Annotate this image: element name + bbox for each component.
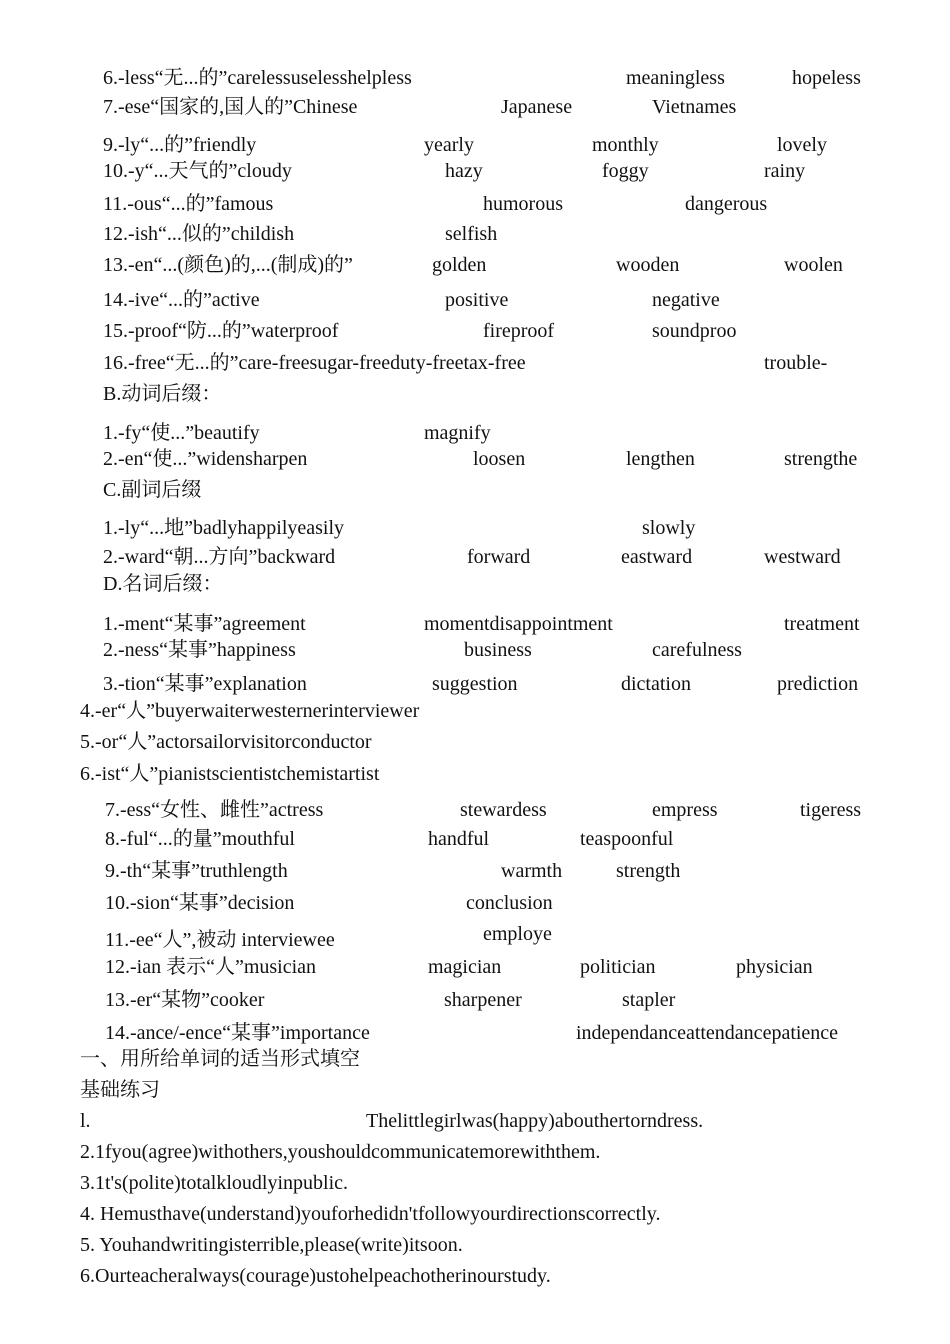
example-word: foggy: [602, 160, 649, 182]
text-line: 3.-tion“某事”explanation: [103, 673, 307, 695]
example-word: teaspoonful: [580, 828, 674, 850]
example-word: carefulness: [652, 639, 742, 661]
text-line: 10.-sion“某事”decision: [105, 892, 295, 914]
example-word: strengthe: [784, 448, 858, 470]
text-line: 2.-ward“朝...方向”backward: [103, 546, 336, 568]
text-line: 2.1fyou(agree)withothers,youshouldcommunicatemorewiththem.: [80, 1141, 601, 1163]
example-word: warmth: [501, 860, 563, 882]
text-line: 16.-free“无...的”care-freesugar-freeduty-freetax-free: [103, 352, 526, 374]
text-line: 13.-er“某物”cooker: [105, 989, 265, 1011]
example-word: Japanese: [501, 96, 573, 118]
example-word: empress: [652, 799, 718, 821]
example-word: treatment: [784, 613, 860, 635]
text-line: 12.-ian 表示“人”musician: [105, 956, 317, 978]
text-line: 13.-en“...(颜色)的,...(制成)的”: [103, 254, 353, 276]
example-word: loosen: [473, 448, 526, 470]
example-word: dictation: [621, 673, 691, 695]
text-line: 8.-ful“...的量”mouthful: [105, 828, 295, 850]
text-line: 5. Youhandwritingisterrible,please(write)itsoon.: [80, 1234, 463, 1256]
example-word: woolen: [784, 254, 843, 276]
example-word: Thelittlegirlwas(happy)abouthertorndress.: [366, 1110, 704, 1132]
example-word: westward: [764, 546, 841, 568]
text-line: 14.-ance/-ence“某事”importance: [105, 1022, 370, 1044]
text-line: employe: [483, 923, 552, 945]
example-word: tigeress: [800, 799, 862, 821]
text-line: 一、用所给单词的适当形式填空: [80, 1048, 360, 1070]
text-line: 2.-ness“某事”happiness: [103, 639, 296, 661]
text-line: 10.-y“...天气的”cloudy: [103, 160, 292, 182]
example-word: conclusion: [466, 892, 553, 914]
text-line: 7.-ess“女性、雌性”actress: [105, 799, 324, 821]
text-line: 1.-fy“使...”beautify: [103, 422, 260, 444]
example-word: handful: [428, 828, 490, 850]
example-word: suggestion: [432, 673, 518, 695]
example-word: physician: [736, 956, 813, 978]
example-word: wooden: [616, 254, 680, 276]
example-word: negative: [652, 289, 720, 311]
text-line: 6.-less“无...的”carelessuselesshelpless: [103, 67, 412, 89]
text-line: 15.-proof“防...的”waterproof: [103, 320, 339, 342]
example-word: Vietnames: [652, 96, 737, 118]
example-word: magician: [428, 956, 502, 978]
example-word: stewardess: [460, 799, 547, 821]
text-line: 11.-ee“人”,被动 interviewee: [105, 929, 335, 951]
text-line: 1.-ly“...地”badlyhappilyeasily: [103, 517, 345, 539]
text-line: l.: [80, 1110, 91, 1132]
example-word: politician: [580, 956, 656, 978]
example-word: fireproof: [483, 320, 555, 342]
example-word: dangerous: [685, 193, 768, 215]
text-line: 9.-ly“...的”friendly: [103, 134, 257, 156]
example-word: lengthen: [626, 448, 695, 470]
text-line: 12.-ish“...似的”childish: [103, 223, 295, 245]
example-word: hopeless: [792, 67, 861, 89]
text-line: 14.-ive“...的”active: [103, 289, 260, 311]
text-line: 5.-or“人”actorsailorvisitorconductor: [80, 731, 372, 753]
text-line: D.名词后缀：: [103, 573, 223, 595]
example-word: trouble-: [764, 352, 828, 374]
example-word: humorous: [483, 193, 563, 215]
example-word: monthly: [592, 134, 659, 156]
example-word: independanceattendancepatience: [576, 1022, 839, 1044]
example-word: positive: [445, 289, 509, 311]
text-line: 6.-ist“人”pianistscientistchemistartist: [80, 763, 380, 785]
example-word: stapler: [622, 989, 676, 1011]
text-line: 3.1t's(polite)totalkloudlyinpublic.: [80, 1172, 349, 1194]
example-word: selfish: [445, 223, 498, 245]
example-word: hazy: [445, 160, 483, 182]
example-word: sharpener: [444, 989, 522, 1011]
text-line: C.副词后缀: [103, 479, 202, 501]
example-word: rainy: [764, 160, 806, 182]
text-line: 基础练习: [80, 1079, 160, 1101]
example-word: eastward: [621, 546, 693, 568]
example-word: forward: [467, 546, 531, 568]
text-line: 4. Hemusthave(understand)youforhedidn'tfollowyourdirectionscorrectly.: [80, 1203, 661, 1225]
example-word: meaningless: [626, 67, 725, 89]
text-line: 11.-ous“...的”famous: [103, 193, 274, 215]
text-line: B.动词后缀：: [103, 383, 222, 405]
text-line: 7.-ese“国家的,国人的”Chinese: [103, 96, 358, 118]
example-word: yearly: [424, 134, 474, 156]
example-word: lovely: [777, 134, 827, 156]
example-word: momentdisappointment: [424, 613, 613, 635]
example-word: golden: [432, 254, 487, 276]
example-word: prediction: [777, 673, 859, 695]
text-line: 9.-th“某事”truthlength: [105, 860, 288, 882]
text-line: 2.-en“使...”widensharpen: [103, 448, 308, 470]
example-word: strength: [616, 860, 681, 882]
text-line: 1.-ment“某事”agreement: [103, 613, 306, 635]
example-word: business: [464, 639, 532, 661]
text-line: 4.-er“人”buyerwaiterwesternerinterviewer: [80, 700, 420, 722]
example-word: magnify: [424, 422, 491, 444]
example-word: soundproo: [652, 320, 737, 342]
example-word: slowly: [642, 517, 696, 539]
text-line: 6.Ourteacheralways(courage)ustohelpeachotherinourstudy.: [80, 1265, 551, 1287]
